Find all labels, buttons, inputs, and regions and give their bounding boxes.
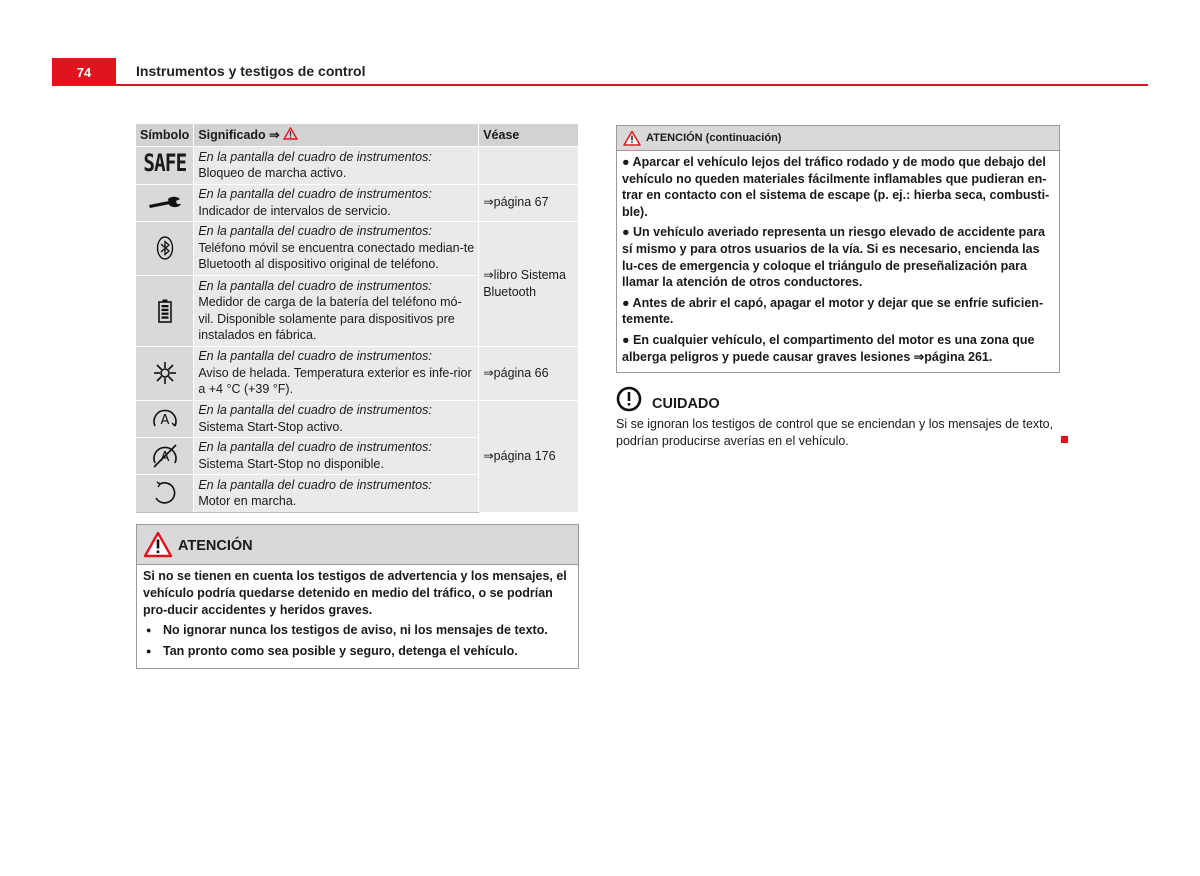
symbol-cell xyxy=(136,346,194,400)
meaning-cell xyxy=(194,437,479,474)
see-cell-empty xyxy=(479,146,579,184)
page-number: 74 xyxy=(52,58,116,85)
col-header-symbol: Símbolo xyxy=(136,124,194,146)
symbol-cell xyxy=(136,275,194,346)
safe-text-icon: SAFE xyxy=(143,148,187,177)
meaning-cell xyxy=(194,275,479,346)
table-header-row xyxy=(136,124,579,146)
svg-text:A: A xyxy=(160,412,170,428)
list-item: ● Un vehículo averiado representa un riesgo elevado de accidente para sí mismo y para otros usuarios de la vía. Si es necesario, encienda las lu-ces de emergencia y coloque el triángulo de preseñalización para llamar la atención de otros conductores. xyxy=(622,225,1045,290)
meaning-text: Teléfono móvil se encuentra conectado median-te Bluetooth al dispositivo original de teléfono. xyxy=(198,240,475,272)
col-header-meaning-label: Significado ⇒ xyxy=(198,128,280,143)
warning-continued-title: ATENCIÓN (continuación) xyxy=(646,132,782,144)
warning-intro: Si no se tienen en cuenta los testigos de advertencia y los mensajes, el vehículo podría quedarse detenido en medio del tráfico, o se podrían pro-ducir accidentes y heridos graves. xyxy=(143,569,567,617)
start-stop-disabled-icon xyxy=(151,443,179,469)
meaning-location: En la pantalla del cuadro de instrumentos: xyxy=(198,278,432,293)
meaning-cell xyxy=(194,184,479,221)
meaning-location: En la pantalla del cuadro de instrumentos: xyxy=(198,403,432,417)
warning-continued-header xyxy=(617,126,1059,151)
svg-text:A: A xyxy=(160,449,170,465)
warning-triangle-icon xyxy=(283,127,298,140)
warning-continued-box xyxy=(616,125,1060,373)
meaning-location: En la pantalla del cuadro de instrumentos: xyxy=(198,224,432,239)
battery-icon xyxy=(158,299,172,323)
meaning-location: En la pantalla del cuadro de instrumentos: xyxy=(198,349,432,364)
page-header xyxy=(52,58,1148,86)
warning-list xyxy=(143,622,572,660)
meaning-location: En la pantalla del cuadro de instrumentos: xyxy=(198,440,432,454)
warning-triangle-icon xyxy=(623,130,641,146)
section-end-marker xyxy=(1061,436,1068,443)
meaning-text: Sistema Start-Stop no disponible. xyxy=(198,456,384,471)
table-row xyxy=(136,221,579,275)
meaning-cell xyxy=(194,346,479,400)
meaning-location: En la pantalla del cuadro de instrumentos: xyxy=(198,149,432,164)
list-item: ● No ignorar nunca los testigos de aviso, ni los mensajes de texto. xyxy=(143,622,572,639)
meaning-text: Aviso de helada. Temperatura exterior es infe-rior a +4 °C (+39 °F). xyxy=(198,365,472,397)
table-row xyxy=(136,400,579,437)
symbol-cell xyxy=(136,400,194,437)
symbol-cell xyxy=(136,474,194,512)
list-item: ● Antes de abrir el capó, apagar el motor y dejar que se enfríe suficien-temente. xyxy=(622,295,1044,327)
meaning-text: Bloqueo de marcha activo. xyxy=(198,166,347,180)
caution-header xyxy=(616,386,1060,414)
warning-box xyxy=(136,524,579,669)
symbol-cell xyxy=(136,184,194,221)
exclamation-circle-icon xyxy=(616,386,642,412)
table-row xyxy=(136,146,579,184)
col-header-see: Véase xyxy=(479,124,579,146)
symbol-cell xyxy=(136,437,194,474)
see-reference[interactable]: ⇒página 66 xyxy=(479,346,579,400)
meaning-text: Sistema Start-Stop activo. xyxy=(198,419,343,434)
table-row xyxy=(136,346,579,400)
meaning-location: En la pantalla del cuadro de instrumentos: xyxy=(198,477,432,492)
col-header-meaning xyxy=(194,124,479,146)
meaning-location: En la pantalla del cuadro de instrumentos: xyxy=(198,187,432,201)
caution-title: CUIDADO xyxy=(652,396,720,412)
meaning-cell xyxy=(194,146,479,184)
symbol-table xyxy=(136,124,579,513)
start-stop-icon xyxy=(151,406,179,432)
warning-triangle-icon xyxy=(143,531,173,558)
warning-header xyxy=(137,525,578,565)
meaning-text: Indicador de intervalos de servicio. xyxy=(198,203,391,218)
symbol-cell xyxy=(136,146,194,184)
table-row xyxy=(136,184,579,221)
caution-text: Si se ignoran los testigos de control que se enciendan y los mensajes de texto, podrían producirse averías en el vehículo. xyxy=(616,417,1054,448)
symbol-cell xyxy=(136,221,194,275)
meaning-cell xyxy=(194,474,479,512)
list-item: ● Aparcar el vehículo lejos del tráfico rodado y de modo que debajo del vehículo no queden materiales fácilmente inflamables que pudieran en-trar en contacto con el sistema de escape (p. ej.: hierba seca, combusti-ble). xyxy=(622,155,1050,219)
warning-title: ATENCIÓN xyxy=(178,538,253,554)
caution-section xyxy=(616,386,1060,449)
chapter-title: Instrumentos y testigos de control xyxy=(136,63,366,79)
meaning-text: Medidor de carga de la batería del teléfono mó-vil. Disponible solamente para dispositivos pre instalados en fábrica. xyxy=(198,295,462,342)
meaning-cell xyxy=(194,400,479,437)
meaning-text: Motor en marcha. xyxy=(198,494,297,508)
see-reference[interactable]: ⇒página 67 xyxy=(479,184,579,221)
bluetooth-icon xyxy=(155,235,175,261)
wrench-icon xyxy=(147,196,183,210)
meaning-cell xyxy=(194,221,479,275)
warning-body xyxy=(137,565,578,668)
see-reference[interactable]: ⇒página 176 xyxy=(479,400,579,512)
snowflake-icon xyxy=(153,361,177,385)
engine-running-icon xyxy=(152,480,178,506)
see-reference[interactable]: ⇒libro Sistema Bluetooth xyxy=(479,221,579,346)
list-item: ● Tan pronto como sea posible y seguro, detenga el vehículo. xyxy=(143,643,572,660)
list-item: ● En cualquier vehículo, el compartimento del motor es una zona que alberga peligros y puede causar graves lesiones ⇒página 261. xyxy=(622,332,1035,364)
warning-continued-body xyxy=(617,151,1059,372)
